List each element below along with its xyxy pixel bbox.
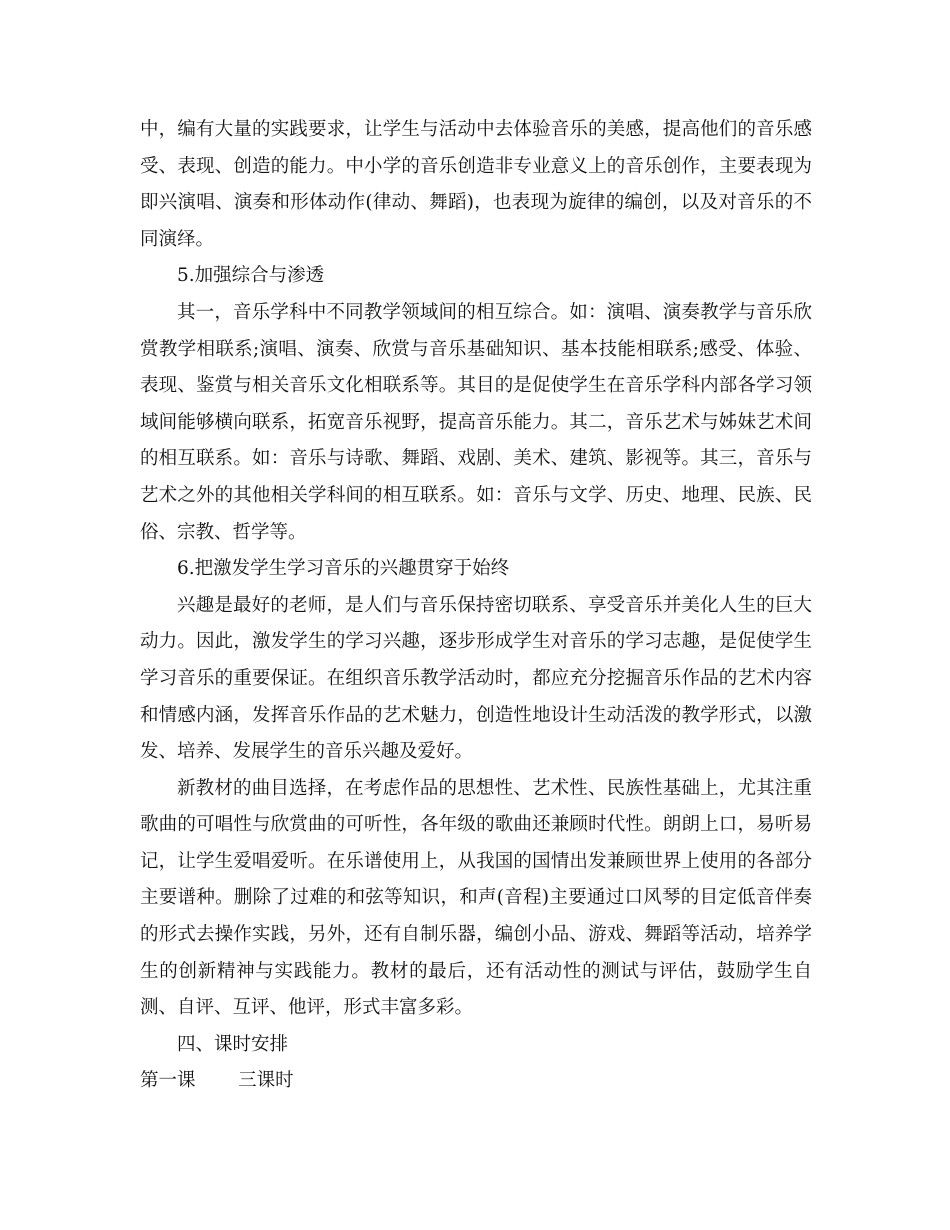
schedule-hours: 三课时	[238, 1070, 294, 1092]
section-heading-5: 5.加强综合与渗透	[177, 265, 325, 287]
document-body	[140, 112, 812, 1100]
section-heading-schedule: 四、课时安排	[177, 1033, 289, 1055]
schedule-lesson: 第一课	[140, 1070, 196, 1092]
interest-paragraph: 兴趣是最好的老师，是人们与音乐保持密切联系、享受音乐并美化人生的巨大动力。因此，激发学生的学习兴趣，逐步形成学生对音乐的学习志趣，是促使学生学习音乐的重要保证。在组织音乐教学活动时，都应充分挖掘音乐作品的艺术内容和情感内涵，发挥音乐作品的艺术魅力，创造性地设计生动活泼的教学形式，以激发、培养、发展学生的音乐兴趣及爱好。	[140, 594, 812, 763]
continued-paragraph: 中，编有大量的实践要求，让学生与活动中去体验音乐的美感，提高他们的音乐感受、表现、创造的能力。中小学的音乐创造非专业意义上的音乐创作，主要表现为即兴演唱、演奏和形体动作(律动、舞蹈)，也表现为旋律的编创，以及对音乐的不同演绎。	[140, 119, 812, 250]
textbook-paragraph: 新教材的曲目选择，在考虑作品的思想性、艺术性、民族性基础上，尤其注重歌曲的可唱性与欣赏曲的可听性，各年级的歌曲还兼顾时代性。朗朗上口，易听易记，让学生爱唱爱听。在乐谱使用上，从我国的国情出发兼顾世界上使用的各部分主要谱种。删除了过难的和弦等知识，和声(音程)主要通过口风琴的目定低音伴奏的形式去操作实践，另外，还有自制乐器，编创小品、游戏、舞蹈等活动，培养学生的创新精神与实践能力。教材的最后，还有活动性的测试与评估，鼓励学生自测、自评、互评、他评，形式丰富多彩。	[140, 777, 812, 1019]
schedule-row	[140, 1063, 812, 1100]
section-heading-6: 6.把激发学生学习音乐的兴趣贯穿于始终	[177, 558, 510, 580]
integration-paragraph: 其一，音乐学科中不同教学领域间的相互综合。如：演唱、演奏教学与音乐欣赏教学相联系;演唱、演奏、欣赏与音乐基础知识、基本技能相联系;感受、体验、表现、鉴赏与相关音乐文化相联系等。其目的是促使学生在音乐学科内部各学习领域间能够横向联系，拓宽音乐视野，提高音乐能力。其二，音乐艺术与姊妹艺术间的相互联系。如：音乐与诗歌、舞蹈、戏剧、美术、建筑、影视等。其三，音乐与艺术之外的其他相关学科间的相互联系。如：音乐与文学、历史、地理、民族、民俗、宗教、哲学等。	[140, 301, 812, 543]
